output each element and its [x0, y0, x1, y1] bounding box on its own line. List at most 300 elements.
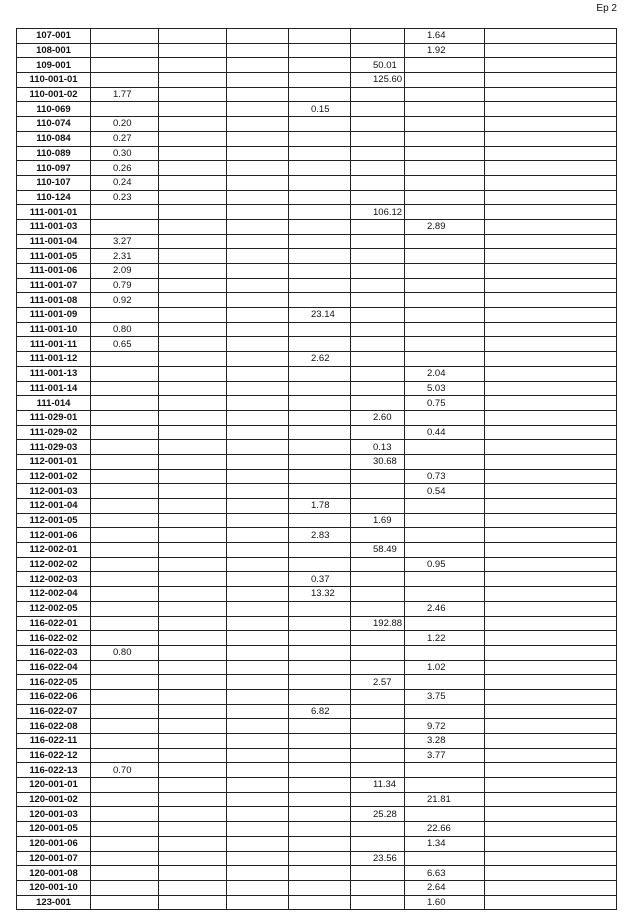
- value-cell: [405, 704, 485, 719]
- table-row: [17, 778, 617, 793]
- value-cell: [91, 440, 159, 455]
- value-cell: [91, 513, 159, 528]
- value-cell: 0.80: [91, 645, 159, 660]
- value-cell: [405, 234, 485, 249]
- value-cell: [159, 543, 227, 558]
- table-row: [17, 601, 617, 616]
- value-cell: [485, 528, 617, 543]
- table-row: [17, 866, 617, 881]
- value-cell: [351, 249, 405, 264]
- value-cell: [91, 880, 159, 895]
- value-cell: [227, 822, 289, 837]
- value-cell: 1.69: [351, 513, 405, 528]
- value-cell: [485, 425, 617, 440]
- value-cell: 0.13: [351, 440, 405, 455]
- value-cell: 5.03: [405, 381, 485, 396]
- value-cell: [351, 689, 405, 704]
- value-cell: [289, 807, 351, 822]
- value-cell: [159, 337, 227, 352]
- value-cell: [351, 645, 405, 660]
- value-cell: 3.27: [91, 234, 159, 249]
- value-cell: [227, 87, 289, 102]
- value-cell: [485, 219, 617, 234]
- value-cell: [227, 778, 289, 793]
- table-row: [17, 734, 617, 749]
- value-cell: [159, 366, 227, 381]
- value-cell: [227, 337, 289, 352]
- value-cell: [91, 836, 159, 851]
- value-cell: [405, 322, 485, 337]
- value-cell: [91, 454, 159, 469]
- value-cell: [351, 278, 405, 293]
- value-cell: [159, 866, 227, 881]
- row-code-cell: 110-084: [17, 131, 91, 146]
- value-cell: [351, 190, 405, 205]
- value-cell: 0.95: [405, 557, 485, 572]
- value-cell: [91, 572, 159, 587]
- value-cell: [227, 763, 289, 778]
- value-cell: 0.75: [405, 396, 485, 411]
- value-cell: [91, 866, 159, 881]
- value-cell: 1.34: [405, 836, 485, 851]
- row-code-cell: 116-022-05: [17, 675, 91, 690]
- value-cell: [289, 87, 351, 102]
- value-cell: [289, 219, 351, 234]
- table-row: [17, 161, 617, 176]
- value-cell: [485, 366, 617, 381]
- value-cell: [227, 117, 289, 132]
- value-cell: 3.75: [405, 689, 485, 704]
- table-body: [17, 29, 617, 910]
- value-cell: 0.80: [91, 322, 159, 337]
- value-cell: [289, 631, 351, 646]
- row-code-cell: 112-002-01: [17, 543, 91, 558]
- value-cell: [159, 601, 227, 616]
- value-cell: 50.01: [351, 58, 405, 73]
- table-row: [17, 469, 617, 484]
- row-code-cell: 111-029-02: [17, 425, 91, 440]
- value-cell: [405, 205, 485, 220]
- row-code-cell: 111-001-07: [17, 278, 91, 293]
- value-cell: [485, 601, 617, 616]
- value-cell: 1.77: [91, 87, 159, 102]
- value-cell: 23.14: [289, 308, 351, 323]
- value-cell: [485, 440, 617, 455]
- value-cell: [351, 117, 405, 132]
- value-cell: [227, 381, 289, 396]
- table-row: [17, 264, 617, 279]
- value-cell: [405, 278, 485, 293]
- value-cell: [289, 822, 351, 837]
- value-cell: [289, 117, 351, 132]
- value-cell: 1.02: [405, 660, 485, 675]
- value-cell: [485, 851, 617, 866]
- value-cell: [351, 587, 405, 602]
- value-cell: [289, 58, 351, 73]
- row-code-cell: 112-002-02: [17, 557, 91, 572]
- value-cell: [159, 29, 227, 44]
- value-cell: [91, 352, 159, 367]
- value-cell: [485, 293, 617, 308]
- value-cell: [485, 322, 617, 337]
- value-cell: [485, 410, 617, 425]
- value-cell: [159, 851, 227, 866]
- row-code-cell: 112-002-03: [17, 572, 91, 587]
- row-code-cell: 120-001-08: [17, 866, 91, 881]
- value-cell: [351, 631, 405, 646]
- value-cell: [485, 484, 617, 499]
- table-row: [17, 557, 617, 572]
- row-code-cell: 120-001-02: [17, 792, 91, 807]
- value-cell: [289, 645, 351, 660]
- value-cell: [405, 308, 485, 323]
- value-cell: 0.30: [91, 146, 159, 161]
- row-code-cell: 112-001-06: [17, 528, 91, 543]
- value-cell: [159, 219, 227, 234]
- value-cell: [289, 880, 351, 895]
- table-row: [17, 219, 617, 234]
- value-cell: [91, 543, 159, 558]
- value-cell: 2.62: [289, 352, 351, 367]
- value-cell: 2.04: [405, 366, 485, 381]
- value-cell: [91, 102, 159, 117]
- table-row: [17, 543, 617, 558]
- table-row: [17, 748, 617, 763]
- value-cell: [405, 572, 485, 587]
- value-cell: [159, 131, 227, 146]
- value-cell: [351, 146, 405, 161]
- value-cell: [227, 205, 289, 220]
- value-cell: [485, 469, 617, 484]
- value-cell: [227, 249, 289, 264]
- value-cell: [485, 308, 617, 323]
- value-cell: [485, 763, 617, 778]
- value-cell: [227, 807, 289, 822]
- value-cell: [159, 822, 227, 837]
- value-cell: [289, 264, 351, 279]
- value-cell: [485, 880, 617, 895]
- row-code-cell: 107-001: [17, 29, 91, 44]
- row-code-cell: 110-089: [17, 146, 91, 161]
- value-cell: [485, 396, 617, 411]
- row-code-cell: 111-014: [17, 396, 91, 411]
- value-cell: [91, 778, 159, 793]
- value-cell: [289, 131, 351, 146]
- value-cell: [289, 337, 351, 352]
- value-cell: 2.09: [91, 264, 159, 279]
- value-cell: [289, 278, 351, 293]
- value-cell: [289, 454, 351, 469]
- value-cell: [405, 675, 485, 690]
- value-cell: [289, 175, 351, 190]
- value-cell: [405, 102, 485, 117]
- value-cell: [227, 866, 289, 881]
- value-cell: [227, 734, 289, 749]
- value-cell: [289, 43, 351, 58]
- value-cell: [159, 454, 227, 469]
- row-code-cell: 112-001-05: [17, 513, 91, 528]
- value-cell: 3.28: [405, 734, 485, 749]
- table-row: [17, 645, 617, 660]
- value-cell: [91, 366, 159, 381]
- value-cell: [227, 719, 289, 734]
- value-cell: [405, 352, 485, 367]
- value-cell: [485, 117, 617, 132]
- table-row: [17, 278, 617, 293]
- value-cell: [289, 601, 351, 616]
- value-cell: [289, 322, 351, 337]
- value-cell: [485, 748, 617, 763]
- value-cell: [405, 807, 485, 822]
- value-cell: 0.73: [405, 469, 485, 484]
- value-cell: [485, 660, 617, 675]
- value-cell: [227, 616, 289, 631]
- row-code-cell: 108-001: [17, 43, 91, 58]
- value-cell: 0.27: [91, 131, 159, 146]
- value-cell: [91, 484, 159, 499]
- value-cell: [405, 175, 485, 190]
- value-cell: [351, 866, 405, 881]
- table-row: [17, 308, 617, 323]
- value-cell: [227, 601, 289, 616]
- row-code-cell: 112-001-03: [17, 484, 91, 499]
- value-cell: [159, 308, 227, 323]
- value-cell: 106.12: [351, 205, 405, 220]
- value-cell: [91, 587, 159, 602]
- value-cell: [91, 719, 159, 734]
- value-cell: [351, 880, 405, 895]
- value-cell: [351, 322, 405, 337]
- value-cell: [405, 778, 485, 793]
- table-row: [17, 660, 617, 675]
- value-cell: 2.31: [91, 249, 159, 264]
- table-row: [17, 205, 617, 220]
- value-cell: [405, 249, 485, 264]
- value-cell: [227, 366, 289, 381]
- value-cell: [91, 689, 159, 704]
- value-cell: [485, 234, 617, 249]
- value-cell: [485, 278, 617, 293]
- value-cell: [91, 631, 159, 646]
- row-code-cell: 120-001-05: [17, 822, 91, 837]
- table-row: [17, 352, 617, 367]
- value-cell: [289, 293, 351, 308]
- value-cell: [351, 131, 405, 146]
- value-cell: [159, 763, 227, 778]
- value-cell: [159, 278, 227, 293]
- value-cell: [405, 131, 485, 146]
- data-table-sheet: [16, 28, 616, 910]
- value-cell: [405, 58, 485, 73]
- table-row: [17, 381, 617, 396]
- value-cell: [485, 131, 617, 146]
- table-row: [17, 43, 617, 58]
- value-cell: [405, 645, 485, 660]
- value-cell: [351, 308, 405, 323]
- table-row: [17, 425, 617, 440]
- value-cell: [159, 557, 227, 572]
- value-cell: [289, 660, 351, 675]
- value-cell: [351, 337, 405, 352]
- table-row: [17, 87, 617, 102]
- value-cell: 1.60: [405, 895, 485, 910]
- value-cell: [227, 102, 289, 117]
- row-code-cell: 110-107: [17, 175, 91, 190]
- value-cell: [485, 572, 617, 587]
- value-cell: [159, 778, 227, 793]
- value-cell: [485, 822, 617, 837]
- row-code-cell: 111-001-09: [17, 308, 91, 323]
- table-row: [17, 102, 617, 117]
- value-cell: [289, 440, 351, 455]
- value-cell: [351, 704, 405, 719]
- value-cell: [159, 102, 227, 117]
- value-cell: [485, 190, 617, 205]
- value-cell: [351, 469, 405, 484]
- value-cell: [289, 763, 351, 778]
- value-cell: [227, 440, 289, 455]
- value-cell: [159, 689, 227, 704]
- value-cell: [351, 792, 405, 807]
- table-row: [17, 851, 617, 866]
- value-cell: [485, 454, 617, 469]
- value-cell: [351, 836, 405, 851]
- row-code-cell: 110-069: [17, 102, 91, 117]
- value-cell: [227, 73, 289, 88]
- value-cell: [159, 484, 227, 499]
- value-cell: [227, 425, 289, 440]
- value-cell: [159, 704, 227, 719]
- value-cell: [485, 43, 617, 58]
- value-cell: [91, 381, 159, 396]
- value-cell: [159, 293, 227, 308]
- value-cell: [485, 792, 617, 807]
- value-cell: [289, 557, 351, 572]
- value-cell: [485, 719, 617, 734]
- value-cell: [91, 29, 159, 44]
- value-cell: [351, 734, 405, 749]
- value-cell: [485, 807, 617, 822]
- value-cell: [227, 499, 289, 514]
- value-cell: [289, 469, 351, 484]
- row-code-cell: 111-029-01: [17, 410, 91, 425]
- value-cell: [485, 58, 617, 73]
- value-cell: 1.78: [289, 499, 351, 514]
- value-cell: [227, 792, 289, 807]
- value-cell: [159, 675, 227, 690]
- value-cell: [227, 660, 289, 675]
- value-cell: [91, 499, 159, 514]
- value-cell: 1.22: [405, 631, 485, 646]
- value-cell: [159, 807, 227, 822]
- value-cell: 2.64: [405, 880, 485, 895]
- value-cell: [405, 117, 485, 132]
- value-cell: [289, 410, 351, 425]
- table-row: [17, 631, 617, 646]
- row-code-cell: 116-022-02: [17, 631, 91, 646]
- table-row: [17, 440, 617, 455]
- value-cell: [351, 293, 405, 308]
- value-cell: [159, 205, 227, 220]
- value-cell: 58.49: [351, 543, 405, 558]
- value-cell: [91, 792, 159, 807]
- value-cell: [227, 587, 289, 602]
- row-code-cell: 112-002-04: [17, 587, 91, 602]
- value-cell: [485, 895, 617, 910]
- table-row: [17, 528, 617, 543]
- value-cell: [159, 616, 227, 631]
- row-code-cell: 111-001-03: [17, 219, 91, 234]
- row-code-cell: 110-001-02: [17, 87, 91, 102]
- table-row: [17, 895, 617, 910]
- value-cell: [159, 513, 227, 528]
- value-cell: [405, 499, 485, 514]
- row-code-cell: 120-001-01: [17, 778, 91, 793]
- value-cell: [227, 543, 289, 558]
- row-code-cell: 111-001-08: [17, 293, 91, 308]
- row-code-cell: 111-001-13: [17, 366, 91, 381]
- value-cell: [405, 264, 485, 279]
- value-cell: [227, 454, 289, 469]
- value-cell: [159, 396, 227, 411]
- value-cell: 0.20: [91, 117, 159, 132]
- value-cell: [485, 337, 617, 352]
- value-cell: [227, 513, 289, 528]
- table-row: [17, 454, 617, 469]
- value-cell: [351, 528, 405, 543]
- value-cell: [227, 469, 289, 484]
- value-cell: [227, 146, 289, 161]
- value-cell: 0.26: [91, 161, 159, 176]
- value-cell: [405, 73, 485, 88]
- row-code-cell: 123-001: [17, 895, 91, 910]
- value-cell: [485, 146, 617, 161]
- value-cell: [485, 631, 617, 646]
- value-cell: 0.44: [405, 425, 485, 440]
- row-code-cell: 116-022-11: [17, 734, 91, 749]
- value-cell: [351, 484, 405, 499]
- value-cell: [91, 601, 159, 616]
- table-row: [17, 484, 617, 499]
- table-row: [17, 131, 617, 146]
- value-cell: [159, 73, 227, 88]
- value-cell: [289, 792, 351, 807]
- row-code-cell: 111-029-03: [17, 440, 91, 455]
- value-cell: [405, 190, 485, 205]
- table-row: [17, 572, 617, 587]
- value-cell: [289, 396, 351, 411]
- value-cell: [485, 381, 617, 396]
- table-row: [17, 73, 617, 88]
- value-cell: [351, 499, 405, 514]
- value-cell: [485, 249, 617, 264]
- value-cell: [289, 778, 351, 793]
- table-row: [17, 807, 617, 822]
- value-cell: [227, 293, 289, 308]
- row-code-cell: 110-097: [17, 161, 91, 176]
- value-cell: [159, 469, 227, 484]
- value-cell: [159, 175, 227, 190]
- value-cell: [159, 587, 227, 602]
- value-cell: [159, 264, 227, 279]
- value-cell: [351, 660, 405, 675]
- value-cell: [289, 836, 351, 851]
- row-code-cell: 109-001: [17, 58, 91, 73]
- value-cell: [351, 175, 405, 190]
- value-cell: [91, 410, 159, 425]
- value-cell: 1.64: [405, 29, 485, 44]
- value-cell: [405, 87, 485, 102]
